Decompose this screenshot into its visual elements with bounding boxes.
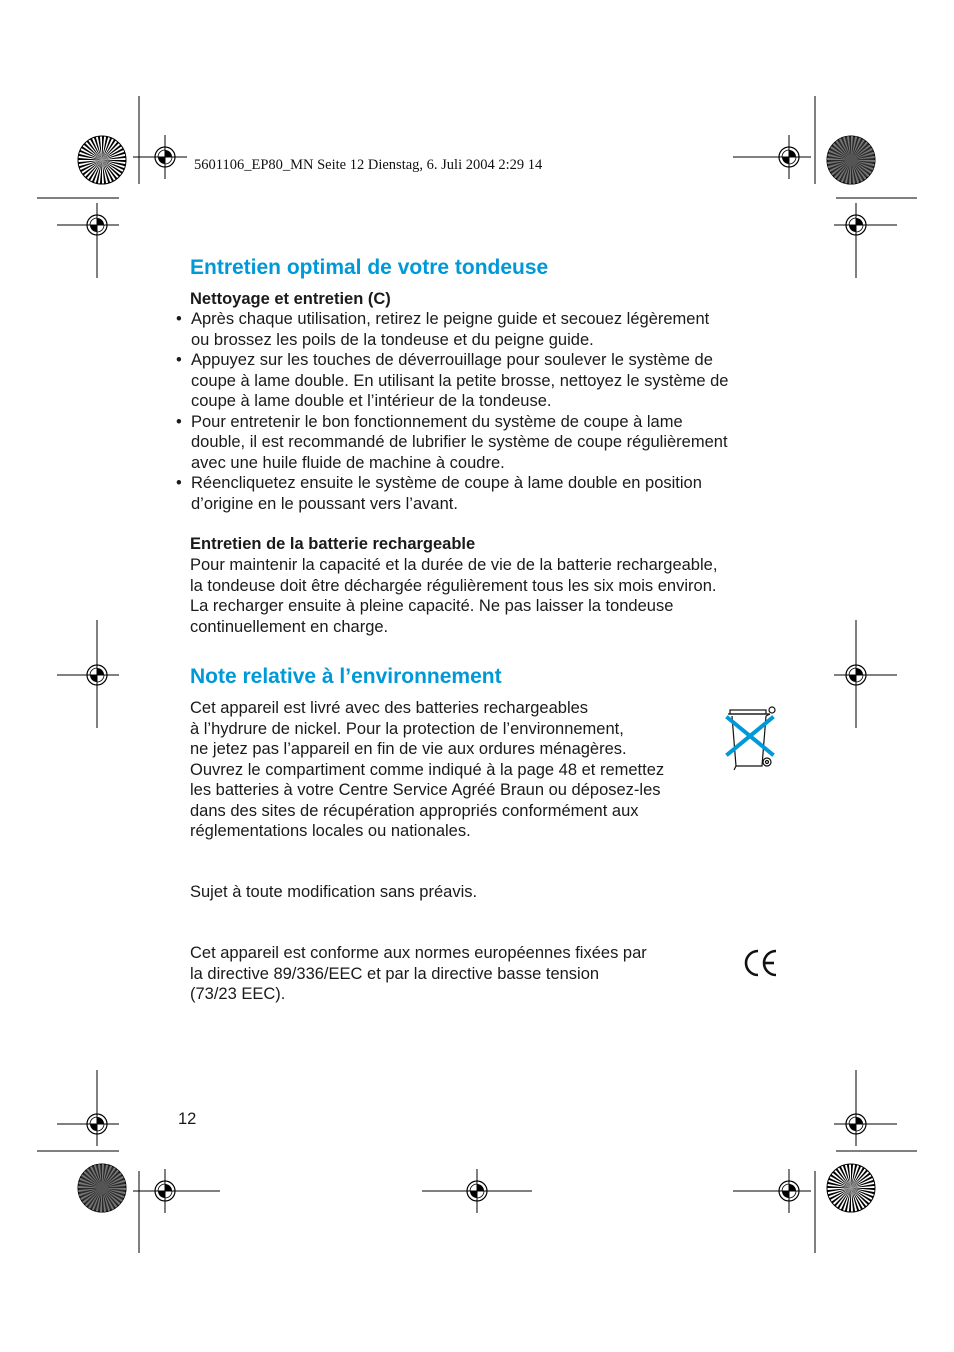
list-item: • Appuyez sur les touches de déverrouillage pour soulever le système de coupe à lame double. En utilisant la petite brosse, nettoyez le système de coupe à lame double et l’intérieur de la tondeuse. [176,351,729,410]
star-target-icon [827,1164,875,1212]
battery-paragraph: Pour maintenir la capacité et la durée de vie de la batterie rechargeable, la tondeuse doit être déchargée régulièrement tous les six mois environ. La recharger ensuite à pleine capacité. Ne pas laisser la tondeuse continuellement en charge. [190,556,718,636]
page-number: 12 [178,1110,197,1128]
section-title-environment: Note relative à l’environnement [190,665,502,688]
subheading-cleaning: Nettoyage et entretien (C) [190,290,391,308]
star-target-icon [78,136,126,184]
conformity-paragraph: Cet appareil est conforme aux normes européennes fixées par la directive 89/336/EEC et par la directive basse tension (73/23 EEC). [190,944,647,1003]
crossed-out-wheelie-bin-icon [722,702,780,772]
list-item: • Réencliquetez ensuite le système de coupe à lame double en position d’origine en le poussant vers l’avant. [176,474,702,513]
list-item: • Pour entretenir le bon fonctionnement du système de coupe à lame double, il est recommandé de lubrifier le système de coupe régulièrement avec une huile fluide de machine à coudre. [176,412,728,472]
star-target-icon [827,136,875,184]
cleaning-instructions-list [176,309,776,514]
ce-mark-icon [743,946,779,980]
subheading-battery: Entretien de la batterie rechargeable [190,535,476,553]
modification-notice: Sujet à toute modification sans préavis. [190,883,478,901]
star-target-icon [78,1164,126,1212]
print-info-header: 5601106_EP80_MN Seite 12 Dienstag, 6. Juli 2004 2:29 14 [194,157,543,173]
section-title-maintenance: Entretien optimal de votre tondeuse [190,256,549,279]
environment-paragraph: Cet appareil est livré avec des batteries rechargeables à l’hydrure de nickel. Pour la protection de l’environnement, ne jetez pas l’appareil en fin de vie aux ordures ménagères. Ouvrez le compartiment comme indiqué à la page 48 et remettez les batteries à votre Centre Service Agréé Braun ou déposez-les dans des sites de récupération appropriés conformément aux réglementations locales ou nationales. [190,699,665,840]
list-item: • Après chaque utilisation, retirez le peigne guide et secouez légèrement ou brossez les poils de la tondeuse et du peigne guide. [176,310,710,349]
